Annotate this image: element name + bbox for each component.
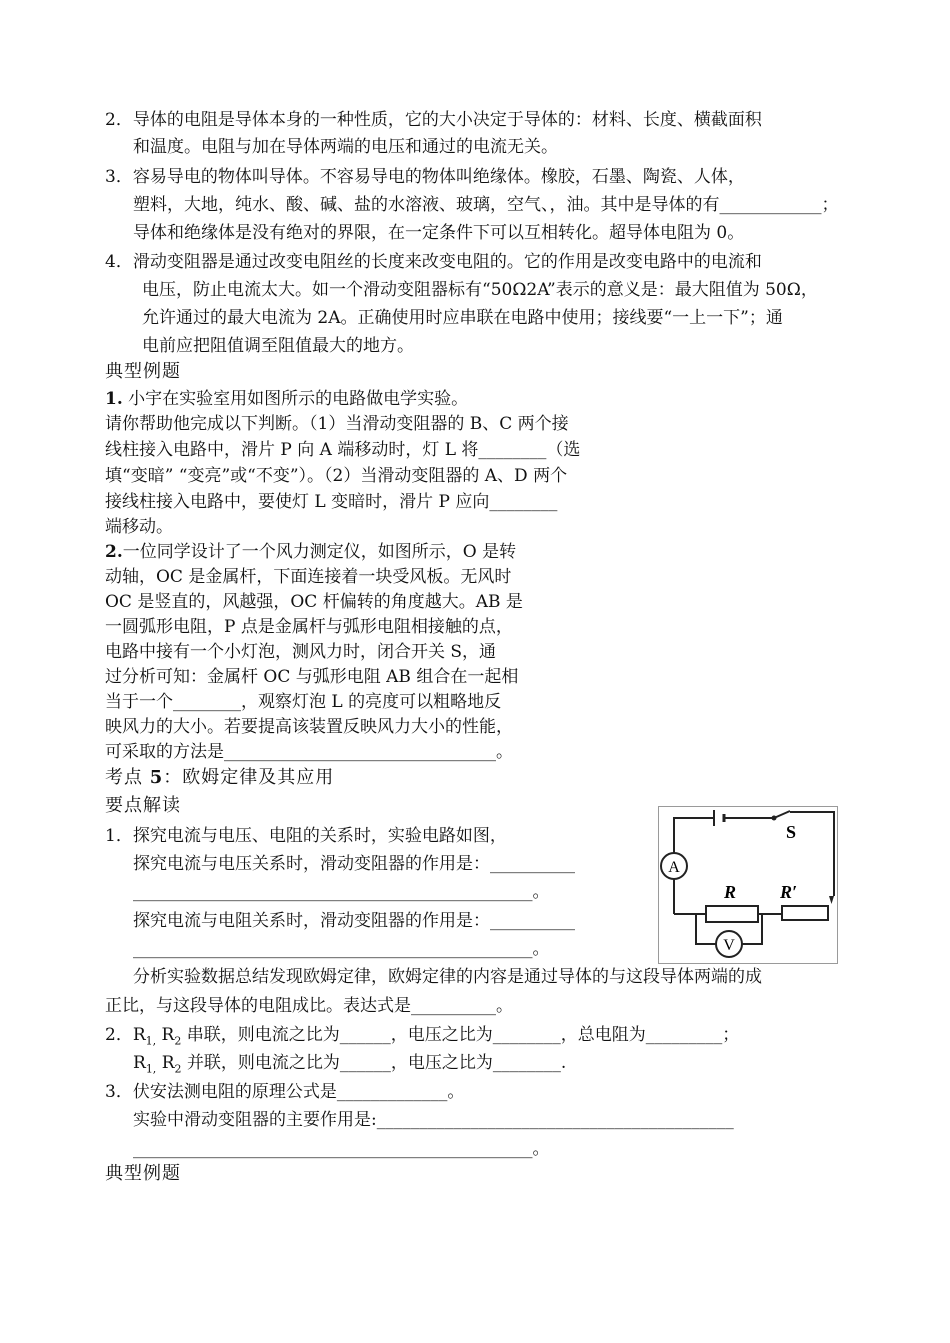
- example2-text1: 一位同学设计了一个风力测定仪，如图所示，O 是转: [122, 542, 517, 562]
- example1-number: 1.: [105, 389, 123, 409]
- kaodian5-prefix: 考点: [105, 767, 143, 788]
- kaodian5-title: ：欧姆定律及其应用: [163, 767, 335, 788]
- example1-line1: [105, 388, 468, 410]
- example2-line6: 过分析可知：金属杆 OC 与弧形电阻 AB 组合在一起相: [105, 667, 519, 687]
- point4-line4: 电前应把阻值调至阻值最大的地方。: [142, 336, 414, 356]
- kp1-line1: 1．探究电流与电压、电阻的关系时，实验电路如图，: [105, 826, 507, 846]
- point4-line3: 允许通过的最大电流为 2A。正确使用时应串联在电路中使用；接线要“一上一下”；通: [142, 308, 783, 328]
- point4-line2: 电压，防止电流太大。如一个滑动变阻器标有“50Ω2A”表示的意义是：最大阻值为 50Ω，: [142, 280, 818, 300]
- point4-line1: 4．滑动变阻器是通过改变电阻丝的长度来改变电阻的。它的作用是改变电路中的电流和: [105, 252, 762, 272]
- example1-line6: 端移动。: [105, 517, 173, 537]
- typical-examples-heading-2: 典型例题: [105, 1163, 181, 1184]
- example1-line4: 填“变暗” “变亮”或“不变”）。（2）当滑动变阻器的 A、D 两个: [105, 466, 568, 486]
- typical-examples-heading: 典型例题: [105, 361, 181, 382]
- r2-subscript: 2: [174, 1034, 182, 1048]
- point2-line2: 和温度。电阻与加在导体两端的电压和通过的电流无关。: [133, 137, 558, 157]
- figure-frame: [659, 807, 838, 964]
- kp1-line6: 分析实验数据总结发现欧姆定律，欧姆定律的内容是通过导体的与这段导体两端的成: [133, 967, 762, 987]
- example1-line3: 线柱接入电路中，滑片 P 向 A 端移动时，灯 L 将________（选: [105, 440, 581, 460]
- kp1-line5: _______________________________________________。: [133, 939, 550, 959]
- kp1-line2: 探究电流与电压关系时，滑动变阻器的作用是：__________: [133, 854, 575, 874]
- point2-line1: 2．导体的电阻是导体本身的一种性质，它的大小决定于导体的：材料、长度、横截面积: [105, 110, 762, 130]
- r1-symbol-2: R: [133, 1053, 146, 1073]
- key-points-heading: 要点解读: [105, 795, 181, 816]
- rheostat-icon: [782, 906, 828, 920]
- point3-line1: 3．容易导电的物体叫导体。不容易导电的物体叫绝缘体。橡胶，石墨、陶瓷、人体，: [105, 167, 745, 187]
- voltmeter-label: V: [723, 937, 735, 954]
- kp3-line1: 3．伏安法测电阻的原理公式是_____________。: [105, 1082, 465, 1102]
- example2-number: 2.: [105, 542, 123, 562]
- r2-subscript-2: 2: [174, 1062, 182, 1076]
- kp1-line4: 探究电流与电阻关系时，滑动变阻器的作用是：__________: [133, 911, 575, 931]
- example2-line9: 可采取的方法是________________________________。: [105, 742, 513, 762]
- circuit-diagram: [658, 806, 838, 964]
- resistor-icon: [706, 906, 758, 922]
- parallel-text: 并联，则电流之比为______，电压之比为________.: [186, 1053, 567, 1073]
- example2-line7: 当于一个________，观察灯泡 L 的亮度可以粗略地反: [105, 692, 502, 712]
- kp1-line7: 正比，与这段导体的电阻成比。表达式是__________。: [105, 996, 513, 1016]
- point3-line2: 塑料，大地，纯水、酸、碱、盐的水溶液、玻璃，空气、，油。其中是导体的有____________；: [133, 195, 839, 215]
- example2-line2: 动轴，OC 是金属杆，下面连接着一块受风板。无风时: [105, 567, 512, 587]
- kaodian5-heading: [105, 767, 334, 789]
- kaodian5-number: 5: [149, 767, 164, 788]
- ammeter-label: A: [668, 859, 680, 876]
- example1-line2: 请你帮助他完成以下判断。（1）当滑动变阻器的 B、C 两个接: [105, 414, 569, 434]
- example2-line1: [105, 541, 516, 563]
- kp2-line1: 2．$R_{1,}$ $R_2$ 串联，则电流之比为______，电压之比为________，总电阻为_________；: [105, 1025, 740, 1048]
- example2-line8: 映风力的大小。若要提高该装置反映风力大小的性能，: [105, 717, 513, 737]
- point3-line3: 导体和绝缘体是没有绝对的界限，在一定条件下可以互相转化。超导体电阻为 0。: [133, 223, 745, 243]
- r2-symbol: R: [161, 1025, 175, 1045]
- r1-subscript-2: 1,: [145, 1062, 157, 1076]
- r2-symbol-2: R: [161, 1053, 175, 1073]
- kp3-line3: _______________________________________________。: [133, 1139, 550, 1159]
- r1-symbol: R: [132, 1025, 146, 1045]
- example2-line4: 一圆弧形电阻，P 点是金属杆与弧形电阻相接触的点，: [105, 617, 513, 637]
- series-text: 串联，则电流之比为______，电压之比为________，总电阻为_________；: [186, 1025, 740, 1045]
- resistor-label: R: [724, 882, 737, 902]
- example2-line5: 电路中接有一个小灯泡，测风力时，闭合开关 S，通: [105, 642, 497, 662]
- example1-line5: 接线柱接入电路中，要使灯 L 变暗时，滑片 P 应向________: [105, 492, 558, 512]
- switch-label: S: [786, 822, 797, 842]
- kp2-line2: [133, 1052, 566, 1080]
- example2-line3: OC 是竖直的，风越强，OC 杆偏转的角度越大。AB 是: [105, 592, 523, 612]
- kp3-line2: 实验中滑动变阻器的主要作用是:__________________________________________: [133, 1110, 734, 1130]
- example1-text1: 小宇在实验室用如图所示的电路做电学实验。: [128, 389, 469, 409]
- kp1-line3: _______________________________________________。: [133, 882, 550, 902]
- rheostat-label: R′: [780, 882, 798, 902]
- r1-subscript: 1,: [145, 1034, 157, 1048]
